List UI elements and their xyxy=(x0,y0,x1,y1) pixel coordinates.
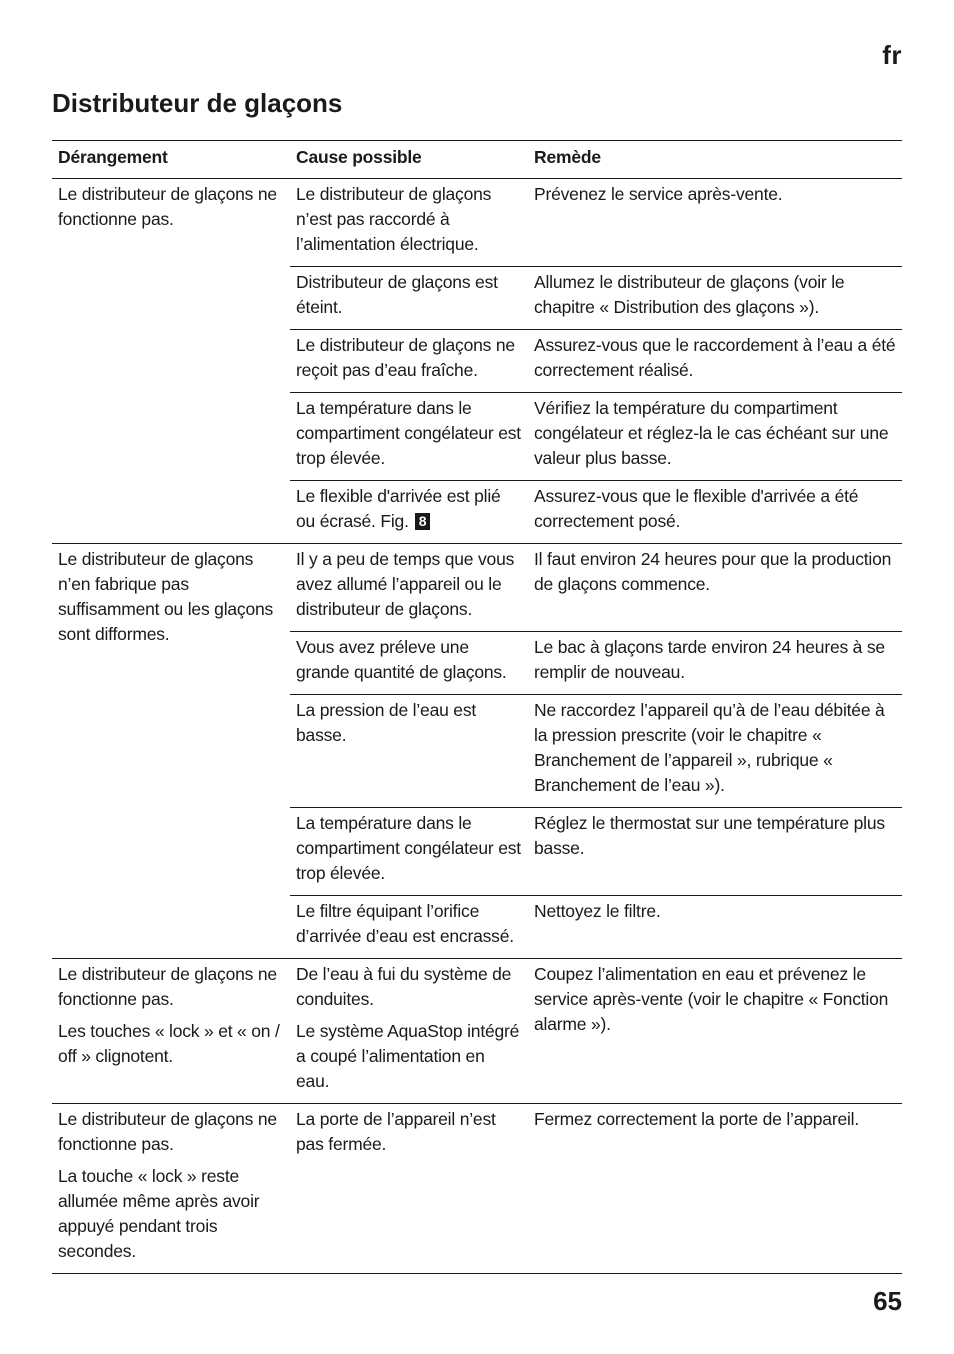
remedy-cell: Assurez-vous que le flexible d'arrivée a été correctement posé. xyxy=(528,481,902,544)
remedy-cell: Fermez correctement la porte de l’appareil. xyxy=(528,1104,902,1274)
remedy-cell: Allumez le distributeur de glaçons (voir le chapitre « Distribution des glaçons »). xyxy=(528,267,902,330)
header-remedy: Remède xyxy=(528,141,902,179)
remedy-cell: Ne raccordez l’appareil qu’à de l’eau débitée à la pression prescrite (voir le chapitre « Branchement de l’appareil », rubrique « Branchement de l’eau »). xyxy=(528,695,902,808)
cause-cell: La pression de l’eau est basse. xyxy=(290,695,528,808)
fault-group-4 xyxy=(52,1104,902,1274)
cause-cell: Le filtre équipant l’orifice d’arrivée d’eau est encrassé. xyxy=(290,896,528,959)
cause-cell: Il y a peu de temps que vous avez allumé l’appareil ou le distributeur de glaçons. xyxy=(290,544,528,632)
table-row xyxy=(52,179,902,267)
remedy-cell: Vérifiez la température du compartiment congélateur et réglez-la le cas échéant sur une valeur plus basse. xyxy=(528,393,902,481)
remedy-cell: Coupez l’alimentation en eau et prévenez le service après-vente (voir le chapitre « Fonction alarme »). xyxy=(528,959,902,1104)
cause-text: De l’eau à fui du système de conduites. xyxy=(296,964,512,1009)
fault-symptom-text: Les touches « lock » et « on / off » clignotent. xyxy=(58,1021,280,1066)
cause-cell: Le distributeur de glaçons ne reçoit pas d’eau fraîche. xyxy=(290,330,528,393)
fault-text: Le distributeur de glaçons ne fonctionne pas. xyxy=(58,964,277,1009)
cause-cell: Le distributeur de glaçons n’est pas raccordé à l’alimentation électrique. xyxy=(290,179,528,267)
table-row xyxy=(52,1104,902,1274)
fault-cell: Le distributeur de glaçons n’en fabrique pas suffisamment ou les glaçons sont difformes. xyxy=(52,544,290,959)
cause-cell: La température dans le compartiment congélateur est trop élevée. xyxy=(290,393,528,481)
fault-cell: Le distributeur de glaçons ne fonctionne pas. xyxy=(52,179,290,544)
cause-cell xyxy=(290,481,528,544)
cause-cell: Vous avez préleve une grande quantité de glaçons. xyxy=(290,632,528,695)
fault-group-1 xyxy=(52,179,902,544)
remedy-cell: Assurez-vous que le raccordement à l’eau a été correctement réalisé. xyxy=(528,330,902,393)
fault-symptom-text: La touche « lock » reste allumée même après avoir appuyé pendant trois secondes. xyxy=(58,1166,260,1261)
remedy-cell: Le bac à glaçons tarde environ 24 heures à se remplir de nouveau. xyxy=(528,632,902,695)
remedy-cell: Prévenez le service après-vente. xyxy=(528,179,902,267)
cause-cell: Distributeur de glaçons est éteint. xyxy=(290,267,528,330)
cause-cell xyxy=(290,959,528,1104)
fault-cell xyxy=(52,959,290,1104)
header-cause: Cause possible xyxy=(290,141,528,179)
figure-reference-badge: 8 xyxy=(415,513,431,530)
table-row xyxy=(52,544,902,632)
cause-text: Le flexible d'arrivée est plié ou écrasé. Fig. xyxy=(296,486,501,531)
table-row xyxy=(52,959,902,1104)
table-header-row xyxy=(52,141,902,179)
cause-cell: La température dans le compartiment congélateur est trop élevée. xyxy=(290,808,528,896)
cause-text: Le système AquaStop intégré a coupé l’alimentation en eau. xyxy=(296,1021,520,1091)
remedy-cell: Il faut environ 24 heures pour que la production de glaçons commence. xyxy=(528,544,902,632)
remedy-cell: Réglez le thermostat sur une température plus basse. xyxy=(528,808,902,896)
fault-text: Le distributeur de glaçons ne fonctionne pas. xyxy=(58,1109,277,1154)
header-fault: Dérangement xyxy=(52,141,290,179)
page-title: Distributeur de glaçons xyxy=(52,88,343,118)
language-code: fr xyxy=(882,40,902,70)
remedy-cell: Nettoyez le filtre. xyxy=(528,896,902,959)
fault-group-2 xyxy=(52,544,902,959)
page-number: 65 xyxy=(873,1286,902,1316)
fault-cell xyxy=(52,1104,290,1274)
fault-group-3 xyxy=(52,959,902,1104)
troubleshooting-table xyxy=(52,140,902,1274)
cause-cell: La porte de l’appareil n’est pas fermée. xyxy=(290,1104,528,1274)
